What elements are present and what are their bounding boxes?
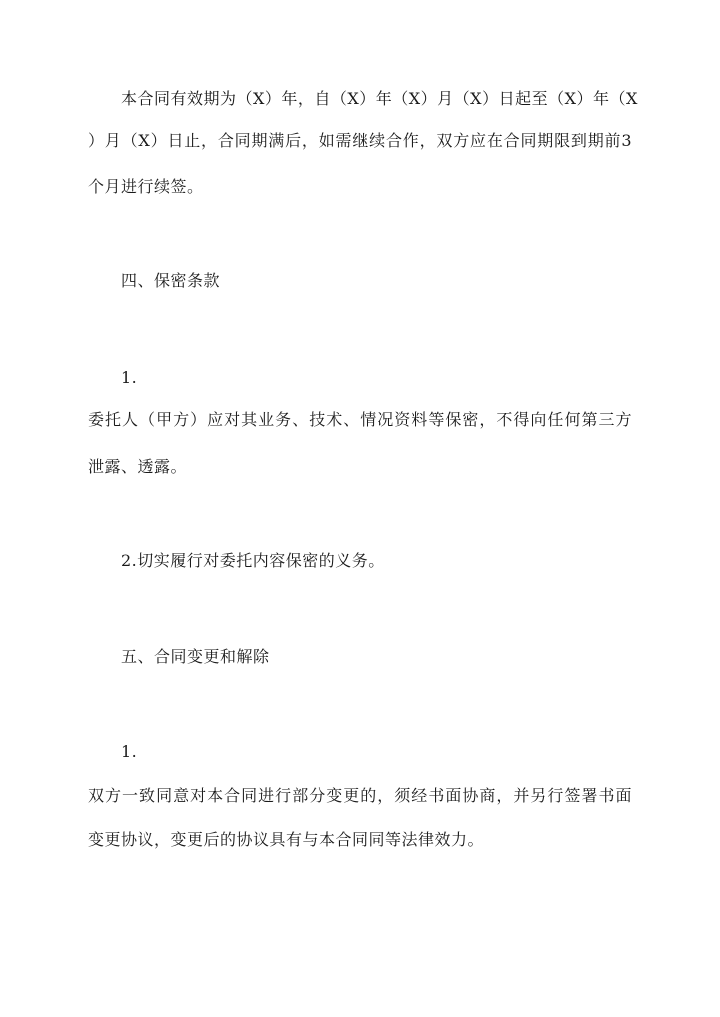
term-paragraph-line-3: 个月进行续签。 (88, 177, 204, 196)
section-five-heading: 五、合同变更和解除 (121, 647, 270, 666)
term-paragraph-line-2: ）月（X）日止，合同期满后，如需继续合作，双方应在合同期限到期前3 (88, 131, 632, 150)
section-five-item-1-line-2: 变更协议，变更后的协议具有与本合同同等法律效力。 (88, 830, 485, 849)
section-four-item-2: 2.切实履行对委托内容保密的义务。 (121, 551, 385, 570)
term-paragraph-line-1: 本合同有效期为（X）年，自（X）年（X）月（X）日起至（X）年（X (121, 89, 638, 108)
section-four-item-1-line-2: 泄露、透露。 (88, 457, 188, 476)
section-four-item-1-line-1: 委托人（甲方）应对其业务、技术、情况资料等保密，不得向任何第三方 (88, 410, 632, 429)
section-five-item-1-number: 1. (121, 742, 138, 761)
section-four-heading: 四、保密条款 (121, 271, 221, 290)
section-five-item-1-line-1: 双方一致同意对本合同进行部分变更的，须经书面协商，并另行签署书面 (88, 786, 632, 805)
section-four-item-1-number: 1. (121, 368, 138, 387)
